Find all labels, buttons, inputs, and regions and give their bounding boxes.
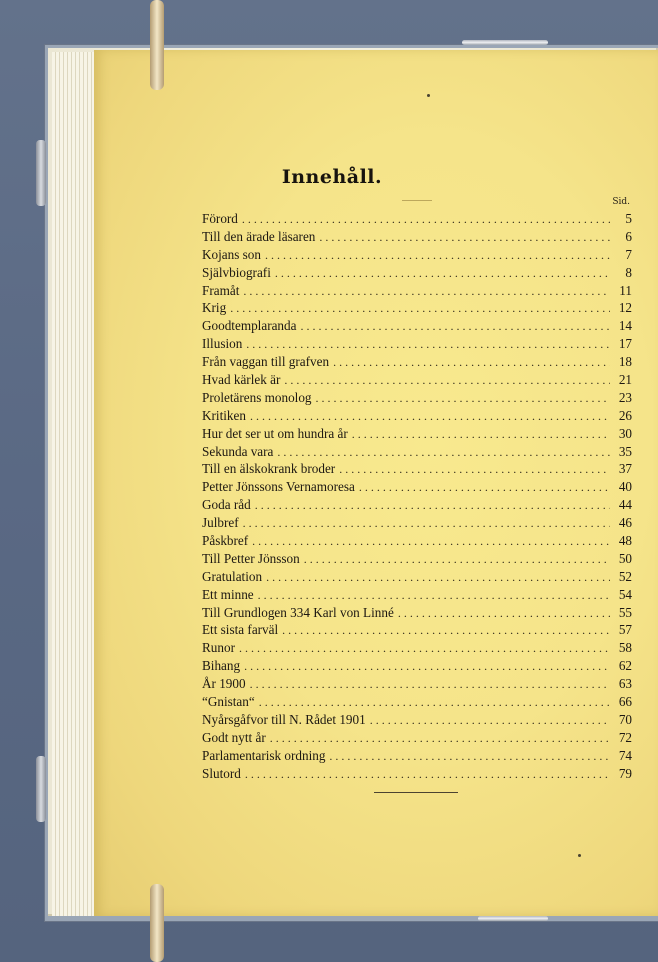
dot-leader	[359, 479, 610, 497]
dot-leader	[244, 658, 610, 676]
toc-entry-page: 66	[618, 694, 632, 710]
toc-entry-page: 72	[618, 729, 632, 745]
toc-entry-title: Nyårsgåfvor till N. Rådet 1901	[202, 711, 366, 727]
toc-entry-title: Godt nytt år	[202, 729, 266, 745]
toc-entry	[202, 711, 632, 729]
toc-entry-page: 5	[625, 211, 632, 226]
dot-leader	[339, 461, 610, 479]
toc-entry-page: 21	[618, 372, 632, 388]
toc-entry-page: 48	[618, 533, 632, 549]
toc-entry-title: Petter Jönssons Vernamoresa	[202, 479, 355, 495]
toc-entry-title: Framåt	[202, 282, 240, 298]
title-rule	[402, 200, 432, 201]
toc-entry-page: 79	[618, 765, 632, 781]
toc-entry-page: 7	[625, 246, 632, 262]
toc-entry	[202, 604, 632, 622]
toc-entry	[202, 693, 632, 711]
toc-entry-page: 52	[618, 568, 632, 584]
dot-leader	[300, 318, 610, 336]
toc-entry-title: Goda råd	[202, 497, 251, 513]
dot-leader	[243, 515, 610, 533]
ink-speck	[427, 94, 430, 97]
toc-entry-page: 58	[618, 640, 632, 656]
toc-entry	[202, 335, 632, 353]
toc-entry	[202, 264, 632, 282]
toc-entry	[202, 246, 632, 264]
toc-entry-page: 12	[618, 300, 632, 316]
toc-entry	[202, 443, 632, 461]
toc-entry-page: 23	[618, 389, 632, 405]
toc-entry	[202, 425, 632, 443]
dot-leader	[329, 748, 610, 766]
dot-leader	[246, 336, 610, 354]
toc-entry-page: 63	[618, 676, 632, 692]
toc-entry	[202, 639, 632, 657]
toc-entry-page: 50	[618, 550, 632, 566]
toc-entry	[202, 675, 632, 693]
closing-rule	[374, 792, 458, 793]
toc-entry	[202, 765, 632, 783]
toc-entry	[202, 299, 632, 317]
toc-entry-page: 14	[618, 318, 632, 334]
toc-entry-title: År 1900	[202, 676, 246, 692]
toc-entry-title: Julbref	[202, 515, 239, 531]
toc-entry	[202, 621, 632, 639]
toc-entry-title: Proletärens monolog	[202, 389, 312, 405]
dot-leader	[282, 622, 610, 640]
toc-entry	[202, 514, 632, 532]
toc-entry-title: Från vaggan till grafven	[202, 354, 330, 370]
dot-leader	[230, 300, 610, 318]
toc-entry-title: Förord	[202, 211, 238, 226]
page-title: Innehåll.	[281, 166, 383, 188]
toc-entry-title: Sekunda vara	[202, 443, 274, 459]
toc-entry-title: Goodtemplaranda	[202, 318, 297, 334]
toc-entry	[202, 568, 632, 586]
toc-entry-page: 40	[618, 479, 632, 495]
toc-entry-title: Krig	[202, 300, 227, 316]
table-of-contents	[202, 210, 632, 783]
toc-entry-title: Illusion	[202, 336, 243, 352]
dot-leader	[255, 497, 610, 515]
toc-entry-title: Till den ärade läsaren	[202, 228, 316, 244]
dot-leader	[265, 247, 610, 265]
binding-clip-bottom	[36, 756, 46, 822]
toc-entry-title: “Gnistan“	[202, 694, 255, 710]
toc-entry-page: 30	[618, 425, 632, 441]
toc-entry	[202, 282, 632, 300]
dot-leader	[258, 587, 610, 605]
toc-entry-page: 54	[618, 586, 632, 602]
dot-leader	[250, 408, 610, 426]
metal-staple-bottom	[478, 916, 548, 921]
toc-entry-title: Kojans son	[202, 246, 261, 262]
toc-entry	[202, 729, 632, 747]
dot-leader	[259, 694, 610, 712]
toc-entry-title: Ett sista farväl	[202, 622, 279, 638]
dot-leader	[252, 533, 610, 551]
wooden-pin-bottom	[150, 884, 164, 962]
toc-entry	[202, 407, 632, 425]
toc-entry-title: Kritiken	[202, 407, 246, 423]
toc-entry-page: 8	[625, 264, 632, 280]
toc-entry-page: 57	[618, 622, 632, 638]
toc-entry-title: Till en älskokrank broder	[202, 461, 336, 477]
metal-staple-top	[462, 40, 548, 45]
dot-leader	[275, 265, 610, 283]
toc-entry-title: Till Petter Jönsson	[202, 550, 300, 566]
toc-entry	[202, 460, 632, 478]
dot-leader	[245, 766, 610, 784]
toc-entry-title: Hur det ser ut om hundra år	[202, 425, 348, 441]
toc-entry-title: Slutord	[202, 765, 241, 781]
dot-leader	[316, 390, 610, 408]
toc-entry	[202, 532, 632, 550]
toc-entry-page: 44	[618, 497, 632, 513]
toc-entry-title: Gratulation	[202, 568, 263, 584]
toc-entry	[202, 317, 632, 335]
dot-leader	[319, 229, 610, 247]
toc-entry-title: Till Grundlogen 334 Karl von Linné	[202, 604, 394, 620]
dot-leader	[270, 730, 610, 748]
toc-entry	[202, 747, 632, 765]
toc-entry	[202, 389, 632, 407]
toc-entry	[202, 228, 632, 246]
ink-speck	[578, 854, 581, 857]
toc-entry-title: Hvad kärlek är	[202, 372, 281, 388]
toc-entry-title: Parlamentarisk ordning	[202, 747, 326, 763]
toc-entry-title: Bihang	[202, 658, 241, 674]
toc-entry-page: 37	[618, 461, 632, 477]
toc-entry	[202, 371, 632, 389]
wooden-pin-top	[150, 0, 164, 90]
page-column-label: Sid.	[612, 197, 630, 207]
toc-entry	[202, 586, 632, 604]
toc-entry-page: 11	[619, 282, 632, 298]
toc-entry-page: 17	[618, 336, 632, 352]
toc-entry-page: 74	[618, 747, 632, 763]
toc-entry	[202, 496, 632, 514]
toc-entry	[202, 657, 632, 675]
dot-leader	[266, 569, 610, 587]
toc-entry-page: 6	[625, 228, 632, 244]
toc-entry-page: 35	[618, 443, 632, 459]
dot-leader	[352, 426, 610, 444]
toc-entry-page: 70	[618, 711, 632, 727]
dot-leader	[239, 640, 610, 658]
dot-leader	[398, 605, 610, 623]
toc-entry	[202, 478, 632, 496]
dot-leader	[250, 676, 610, 694]
toc-entry	[202, 550, 632, 568]
toc-entry-page: 18	[618, 354, 632, 370]
toc-entry	[202, 210, 632, 228]
toc-entry-page: 46	[618, 515, 632, 531]
dot-leader	[304, 551, 610, 569]
toc-entry-page: 26	[618, 407, 632, 423]
toc-entry-title: Runor	[202, 640, 235, 656]
toc-entry-title: Självbiografi	[202, 264, 271, 280]
dot-leader	[277, 444, 610, 462]
dot-leader	[242, 211, 610, 229]
toc-entry	[202, 353, 632, 371]
dot-leader	[243, 283, 610, 301]
toc-entry-title: Ett minne	[202, 586, 254, 602]
toc-entry-page: 55	[618, 604, 632, 620]
dot-leader	[284, 372, 610, 390]
toc-entry-page: 62	[618, 658, 632, 674]
toc-entry-title: Påskbref	[202, 533, 249, 549]
dot-leader	[333, 354, 610, 372]
dot-leader	[370, 712, 610, 730]
